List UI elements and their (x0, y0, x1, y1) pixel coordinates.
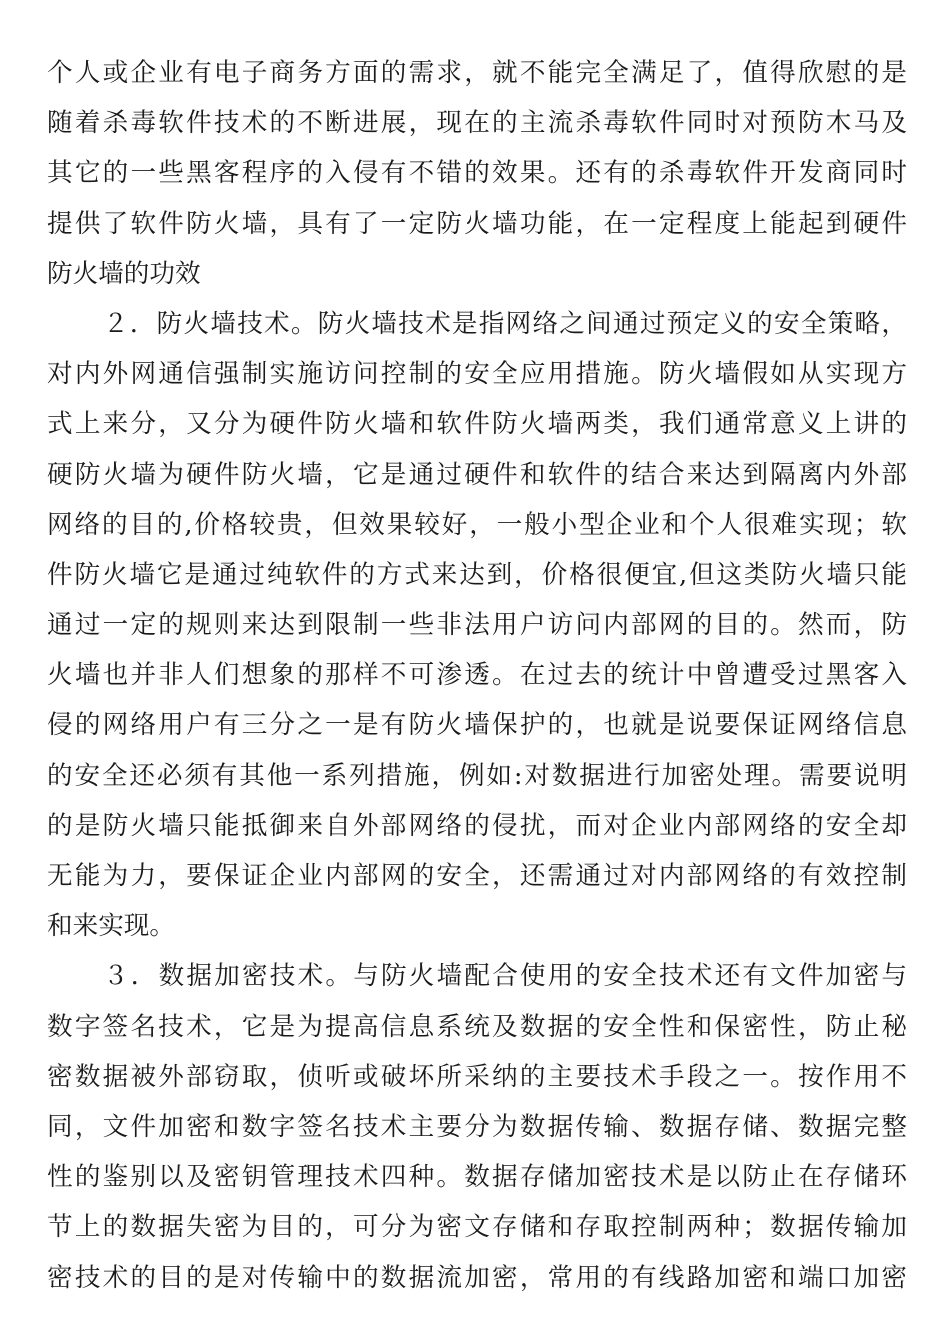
text-line: 其它的一些黑客程序的入侵有不错的效果。还有的杀毒软件开发商同时 (47, 158, 907, 189)
text-line: 防火墙的功效 (47, 258, 201, 289)
text-line: 和来实现。 (47, 911, 175, 942)
text-line: 密技术的目的是对传输中的数据流加密，常用的有线路加密和端口加密 (47, 1262, 907, 1293)
paragraph-firewall (47, 299, 907, 951)
text-line: 同，文件加密和数字签名技术主要分为数据传输、数据存储、数据完整 (47, 1111, 907, 1142)
document-page (47, 48, 907, 1303)
paragraph-encryption (47, 951, 907, 1302)
text-line: ３．数据加密技术。与防火墙配合使用的安全技术还有文件加密与 (103, 961, 907, 992)
text-line: 数字签名技术，它是为提高信息系统及数据的安全性和保密性，防止秘 (47, 1011, 907, 1042)
text-line: 密数据被外部窃取，侦听或破坏所采纳的主要技术手段之一。按作用不 (47, 1061, 907, 1092)
text-line: ２．防火墙技术。防火墙技术是指网络之间通过预定义的安全策略， (103, 308, 907, 339)
text-line: 节上的数据失密为目的，可分为密文存储和存取控制两种；数据传输加 (47, 1212, 907, 1243)
text-line: 性的鉴别以及密钥管理技术四种。数据存储加密技术是以防止在存储环 (47, 1162, 907, 1193)
text-line: 通过一定的规则来达到限制一些非法用户访问内部网的目的。然而，防 (47, 610, 907, 641)
text-line: 网络的目的,价格较贵，但效果较好，一般小型企业和个人很难实现；软 (47, 509, 907, 540)
paragraph-1 (47, 48, 907, 299)
text-line: 侵的网络用户有三分之一是有防火墙保护的，也就是说要保证网络信息 (47, 710, 907, 741)
text-line: 对内外网通信强制实施访问控制的安全应用措施。防火墙假如从实现方 (47, 359, 907, 390)
text-line: 的安全还必须有其他一系列措施，例如:对数据进行加密处理。需要说明 (47, 760, 907, 791)
text-line: 无能为力，要保证企业内部网的安全，还需通过对内部网络的有效控制 (47, 861, 907, 891)
text-line: 件防火墙它是通过纯软件的方式来达到，价格很便宜,但这类防火墙只能 (47, 559, 907, 590)
text-line: 的是防火墙只能抵御来自外部网络的侵扰，而对企业内部网络的安全却 (47, 810, 907, 841)
text-line: 硬防火墙为硬件防火墙，它是通过硬件和软件的结合来达到隔离内外部 (47, 459, 907, 490)
text-line: 个人或企业有电子商务方面的需求，就不能完全满足了，值得欣慰的是 (47, 58, 907, 88)
text-line: 提供了软件防火墙，具有了一定防火墙功能，在一定程度上能起到硬件 (47, 208, 907, 239)
text-line: 随着杀毒软件技术的不断进展，现在的主流杀毒软件同时对预防木马及 (47, 108, 907, 139)
text-line: 式上来分，又分为硬件防火墙和软件防火墙两类，我们通常意义上讲的 (47, 409, 907, 440)
text-line: 火墙也并非人们想象的那样不可渗透。在过去的统计中曾遭受过黑客入 (47, 660, 907, 691)
